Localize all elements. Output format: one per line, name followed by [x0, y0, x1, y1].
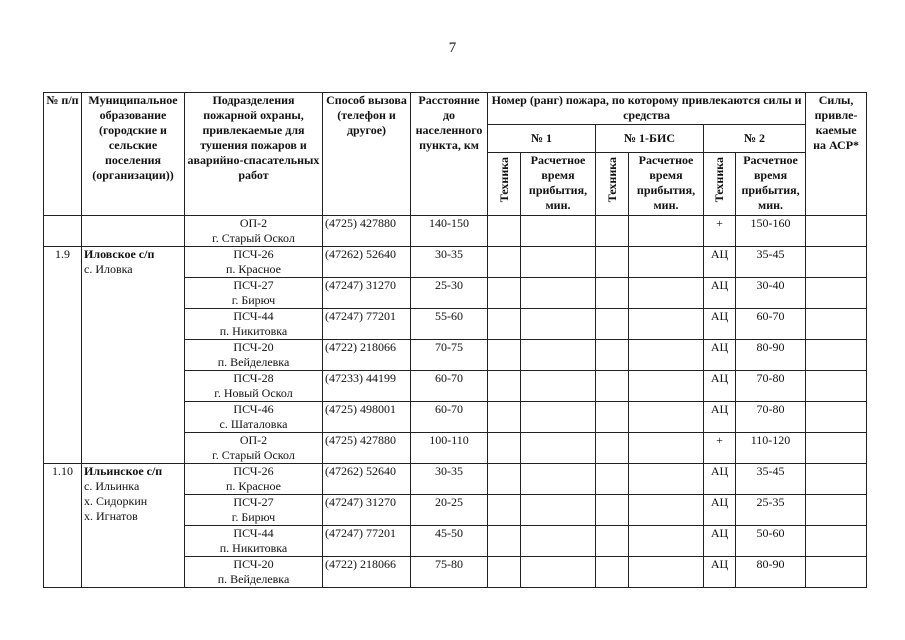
- rank2-tech-cell: АЦ: [704, 371, 736, 402]
- rank1bis-time-cell: [629, 371, 704, 402]
- rank1bis-time-cell: [629, 402, 704, 433]
- rank2-tech-cell: АЦ: [704, 309, 736, 340]
- rank2-time-cell: 35-45: [736, 464, 806, 495]
- rank1bis-tech-cell: [596, 278, 629, 309]
- unit-name: ПСЧ-26: [233, 464, 274, 478]
- phone-cell: (47233) 44199: [323, 371, 411, 402]
- settlement-name: х. Игнатов: [84, 509, 138, 523]
- asr-cell: [806, 495, 867, 526]
- phone-cell: (47247) 31270: [323, 278, 411, 309]
- unit-name: ПСЧ-27: [233, 495, 274, 509]
- header-rank-group: Номер (ранг) пожара, по которому привлекаются силы и средства: [488, 93, 806, 125]
- rank1bis-tech-cell: [596, 247, 629, 278]
- rank1bis-time-cell: [629, 495, 704, 526]
- asr-cell: [806, 402, 867, 433]
- unit-name: ПСЧ-44: [233, 526, 274, 540]
- unit-location: п. Вейделевка: [217, 572, 290, 586]
- unit-location: п. Красное: [226, 262, 281, 276]
- phone-cell: (47247) 77201: [323, 309, 411, 340]
- distance-cell: 20-25: [411, 495, 488, 526]
- rank1-tech-cell: [488, 433, 521, 464]
- rank1-tech-cell: [488, 340, 521, 371]
- rank1bis-time-cell: [629, 433, 704, 464]
- rank2-time-cell: 70-80: [736, 402, 806, 433]
- rank1-time-cell: [521, 402, 596, 433]
- unit-location: г. Бирюч: [231, 510, 276, 524]
- rank1-tech-cell: [488, 216, 521, 247]
- rank2-tech-cell: АЦ: [704, 340, 736, 371]
- rank1bis-tech-cell: [596, 371, 629, 402]
- header-rank-1: № 1: [488, 125, 596, 153]
- header-arrival-2: Расчетное время прибытия, мин.: [736, 153, 806, 216]
- phone-cell: (4725) 498001: [323, 402, 411, 433]
- rank1-tech-cell: [488, 371, 521, 402]
- rank2-time-cell: 60-70: [736, 309, 806, 340]
- unit-cell: [185, 309, 323, 340]
- rank1-tech-cell: [488, 247, 521, 278]
- unit-location: с. Шаталовка: [219, 417, 288, 431]
- distance-cell: 25-30: [411, 278, 488, 309]
- header-tech-2: Техника: [704, 153, 736, 216]
- unit-cell: [185, 557, 323, 588]
- rank2-time-cell: 50-60: [736, 526, 806, 557]
- rank1-tech-cell: [488, 495, 521, 526]
- rank2-tech-cell: АЦ: [704, 526, 736, 557]
- rank2-tech-cell: АЦ: [704, 247, 736, 278]
- table-row: [44, 247, 867, 278]
- asr-cell: [806, 216, 867, 247]
- rank1bis-tech-cell: [596, 216, 629, 247]
- phone-cell: (47247) 77201: [323, 526, 411, 557]
- rank1-tech-cell: [488, 557, 521, 588]
- asr-cell: [806, 309, 867, 340]
- unit-name: ОП-2: [239, 433, 268, 447]
- asr-cell: [806, 278, 867, 309]
- header-call: Способ вызова (телефон и другое): [323, 93, 411, 216]
- rank2-time-cell: 25-35: [736, 495, 806, 526]
- distance-cell: 30-35: [411, 247, 488, 278]
- header-distance: Расстояние до населенного пункта, км: [411, 93, 488, 216]
- fire-forces-table: [43, 92, 867, 588]
- rank1-tech-cell: [488, 526, 521, 557]
- rank1-tech-cell: [488, 278, 521, 309]
- phone-cell: (4725) 427880: [323, 433, 411, 464]
- table-row: [44, 464, 867, 495]
- rank2-time-cell: 110-120: [736, 433, 806, 464]
- rank1bis-tech-cell: [596, 433, 629, 464]
- rank1bis-time-cell: [629, 247, 704, 278]
- phone-cell: (4725) 427880: [323, 216, 411, 247]
- distance-cell: 60-70: [411, 402, 488, 433]
- rank1bis-time-cell: [629, 309, 704, 340]
- settlement-name: х. Сидоркин: [84, 494, 148, 508]
- rank2-time-cell: 30-40: [736, 278, 806, 309]
- distance-cell: 100-110: [411, 433, 488, 464]
- rank1-time-cell: [521, 340, 596, 371]
- row-num-cell: 1.9: [44, 247, 82, 464]
- asr-cell: [806, 526, 867, 557]
- settlement-name: с. Ильинка: [84, 479, 140, 493]
- header-tech-1: Техника: [488, 153, 521, 216]
- unit-location: г. Новый Оскол: [214, 386, 293, 400]
- unit-cell: [185, 495, 323, 526]
- table-row: [44, 216, 867, 247]
- municipality-name: Ильинское с/п: [84, 464, 163, 478]
- municipality-cell: [82, 216, 185, 247]
- unit-cell: [185, 433, 323, 464]
- municipality-cell: [82, 464, 185, 588]
- unit-location: п. Никитовка: [219, 324, 288, 338]
- rank1-time-cell: [521, 371, 596, 402]
- rank1-time-cell: [521, 433, 596, 464]
- unit-name: ОП-2: [239, 216, 268, 230]
- rank1-tech-cell: [488, 464, 521, 495]
- unit-cell: [185, 247, 323, 278]
- phone-cell: (47262) 52640: [323, 247, 411, 278]
- header-municipality: Муниципальное образование (городские и сельские поселения (организации)): [82, 93, 185, 216]
- rank2-time-cell: 35-45: [736, 247, 806, 278]
- unit-location: п. Вейделевка: [217, 355, 290, 369]
- rank1bis-tech-cell: [596, 340, 629, 371]
- distance-cell: 60-70: [411, 371, 488, 402]
- asr-cell: [806, 464, 867, 495]
- asr-cell: [806, 557, 867, 588]
- rank1-time-cell: [521, 464, 596, 495]
- rank2-tech-cell: АЦ: [704, 402, 736, 433]
- header-num: № п/п: [44, 93, 82, 216]
- unit-name: ПСЧ-28: [233, 371, 274, 385]
- asr-cell: [806, 371, 867, 402]
- unit-cell: [185, 278, 323, 309]
- distance-cell: 30-35: [411, 464, 488, 495]
- unit-location: г. Старый Оскол: [212, 231, 295, 245]
- unit-location: п. Никитовка: [219, 541, 288, 555]
- unit-cell: [185, 340, 323, 371]
- rank2-tech-cell: +: [704, 433, 736, 464]
- rank1bis-time-cell: [629, 278, 704, 309]
- municipality-name: Иловское с/п: [84, 247, 155, 261]
- distance-cell: 75-80: [411, 557, 488, 588]
- rank1-tech-cell: [488, 309, 521, 340]
- row-num-cell: [44, 216, 82, 247]
- rank1-tech-cell: [488, 402, 521, 433]
- rank1bis-time-cell: [629, 216, 704, 247]
- header-arrival-1bis: Расчетное время прибытия, мин.: [629, 153, 704, 216]
- unit-cell: [185, 526, 323, 557]
- rank1-time-cell: [521, 216, 596, 247]
- header-rank-2: № 2: [704, 125, 806, 153]
- rank1bis-time-cell: [629, 526, 704, 557]
- rank1bis-time-cell: [629, 464, 704, 495]
- phone-cell: (47262) 52640: [323, 464, 411, 495]
- asr-cell: [806, 247, 867, 278]
- unit-location: г. Бирюч: [231, 293, 276, 307]
- distance-cell: 55-60: [411, 309, 488, 340]
- rank1bis-time-cell: [629, 340, 704, 371]
- rank1-time-cell: [521, 247, 596, 278]
- header-rank-1bis: № 1-БИС: [596, 125, 704, 153]
- page-number: 7: [448, 40, 457, 56]
- header-asr: Силы, привле-каемые на АСР*: [806, 93, 867, 216]
- rank1-time-cell: [521, 495, 596, 526]
- header-tech-1bis: Техника: [596, 153, 629, 216]
- row-num-cell: 1.10: [44, 464, 82, 588]
- rank1-time-cell: [521, 309, 596, 340]
- unit-location: г. Старый Оскол: [212, 448, 295, 462]
- rank1bis-tech-cell: [596, 526, 629, 557]
- unit-name: ПСЧ-20: [233, 340, 274, 354]
- rank2-tech-cell: АЦ: [704, 464, 736, 495]
- asr-cell: [806, 433, 867, 464]
- rank2-time-cell: 80-90: [736, 340, 806, 371]
- unit-cell: [185, 216, 323, 247]
- rank1bis-tech-cell: [596, 557, 629, 588]
- rank2-time-cell: 70-80: [736, 371, 806, 402]
- rank2-time-cell: 80-90: [736, 557, 806, 588]
- rank1bis-time-cell: [629, 557, 704, 588]
- unit-cell: [185, 371, 323, 402]
- municipality-cell: [82, 247, 185, 464]
- rank2-tech-cell: +: [704, 216, 736, 247]
- distance-cell: 140-150: [411, 216, 488, 247]
- rank2-tech-cell: АЦ: [704, 495, 736, 526]
- distance-cell: 70-75: [411, 340, 488, 371]
- unit-name: ПСЧ-44: [233, 309, 274, 323]
- phone-cell: (4722) 218066: [323, 557, 411, 588]
- distance-cell: 45-50: [411, 526, 488, 557]
- rank1-time-cell: [521, 557, 596, 588]
- unit-name: ПСЧ-20: [233, 557, 274, 571]
- unit-cell: [185, 464, 323, 495]
- header-arrival-1: Расчетное время прибытия, мин.: [521, 153, 596, 216]
- unit-name: ПСЧ-27: [233, 278, 274, 292]
- rank1-time-cell: [521, 278, 596, 309]
- rank2-tech-cell: АЦ: [704, 557, 736, 588]
- rank1bis-tech-cell: [596, 495, 629, 526]
- rank2-time-cell: 150-160: [736, 216, 806, 247]
- rank1bis-tech-cell: [596, 309, 629, 340]
- asr-cell: [806, 340, 867, 371]
- rank1bis-tech-cell: [596, 402, 629, 433]
- unit-cell: [185, 402, 323, 433]
- unit-location: п. Красное: [226, 479, 281, 493]
- phone-cell: (47247) 31270: [323, 495, 411, 526]
- phone-cell: (4722) 218066: [323, 340, 411, 371]
- header-units: Подразделения пожарной охраны, привлекаемые для тушения пожаров и аварийно-спасательных работ: [185, 93, 323, 216]
- rank2-tech-cell: АЦ: [704, 278, 736, 309]
- rank1-time-cell: [521, 526, 596, 557]
- unit-name: ПСЧ-46: [233, 402, 274, 416]
- settlement-name: с. Иловка: [84, 262, 133, 276]
- unit-name: ПСЧ-26: [233, 247, 274, 261]
- rank1bis-tech-cell: [596, 464, 629, 495]
